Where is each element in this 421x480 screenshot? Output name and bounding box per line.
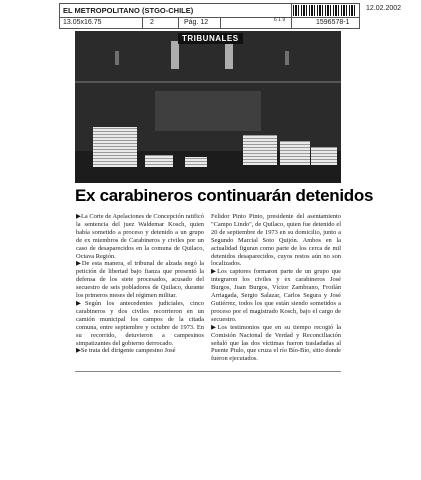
clip-date: 12.02.2002 (366, 5, 402, 12)
courtroom-photo (75, 31, 341, 183)
paragraph: Felidor Pinto Pinto, presidente del asentamiento "Campo Lindo", de Quilaco, quien fue detenido el 20 de septiembre de 1973 en su domicilio, junto a Segundo Marcial Soto Quijón. Ambos en la actualidad figuran como parte de los cerca de mil detenidos desaparecidos, cuyos restos aún no son localizados. (211, 213, 341, 268)
page-number: Pág. 12 (184, 19, 209, 26)
paragraph: ▶La Corte de Apelaciones de Concepción ratificó la sentencia del juez Waldemar Kosch, quien había sometido a proceso y detenido a un grupo de ex miembros de Carabineros y civiles por un caso de desaparecidos en la comuna de Quilaco, Octava Región. (76, 213, 204, 260)
header-row-bottom (60, 17, 359, 29)
section-tag: TRIBUNALES (178, 33, 243, 44)
header-row-top (60, 4, 359, 18)
paragraph: ▶Según los antecedentes judiciales, cinco carabineros y dos civiles recorrieron en un camión municipal los campos de la citada comuna, entre septiembre y octubre de 1973. En su recorrido, detuvieron a campesinos simpatizantes del gobierno derrocado. (76, 299, 204, 347)
clipping-header (59, 3, 402, 29)
paragraph: ▶Los testimonios que en su tiempo recogió la Comisión Nacional de Verdad y Reconciliación señaló que las dos víctimas fueron trasladadas al Puente Piulo, que cruza el río Bío-Bío, sitio donde fueron ejecutados. (211, 323, 341, 363)
section-number: 2 (150, 19, 154, 26)
paragraph: ▶Se trata del dirigente campesino José (76, 347, 176, 355)
clip-dimensions: 13.05x16.75 (63, 19, 102, 26)
barcode-number: 6 1 9 (274, 17, 286, 23)
article-column-1 (76, 213, 204, 355)
publication-region: (STGO-CHILE) (142, 6, 194, 15)
paragraph: ▶De esta manera, el tribunal de alzada negó la petición de libertad bajo fianza que presentó la defensa de los siete procesados, acusado del secuestro de seis pobladores de Quilaco, durante los primeros meses del régimen militar. (76, 260, 204, 300)
article-column-2 (211, 213, 341, 363)
clip-id: 1596578-1 (316, 19, 350, 26)
paragraph: ▶Los captores formaron parte de un grupo que integraron los civiles y ex carabineros José Burgos, Juan Burgos, Víctor Zambrano, Froilán Arriagada, Sergio Salazar, Carlos Segura y José Gutiérrez, todos los que están siendo sometidos a proceso por el magistrado Kosch, bajo el cargo de secuestro. (211, 268, 341, 323)
barcode-icon (293, 5, 355, 16)
article-headline: Ex carabineros continuarán detenidos (75, 186, 374, 205)
publication-name: EL METROPOLITANO (63, 6, 140, 15)
